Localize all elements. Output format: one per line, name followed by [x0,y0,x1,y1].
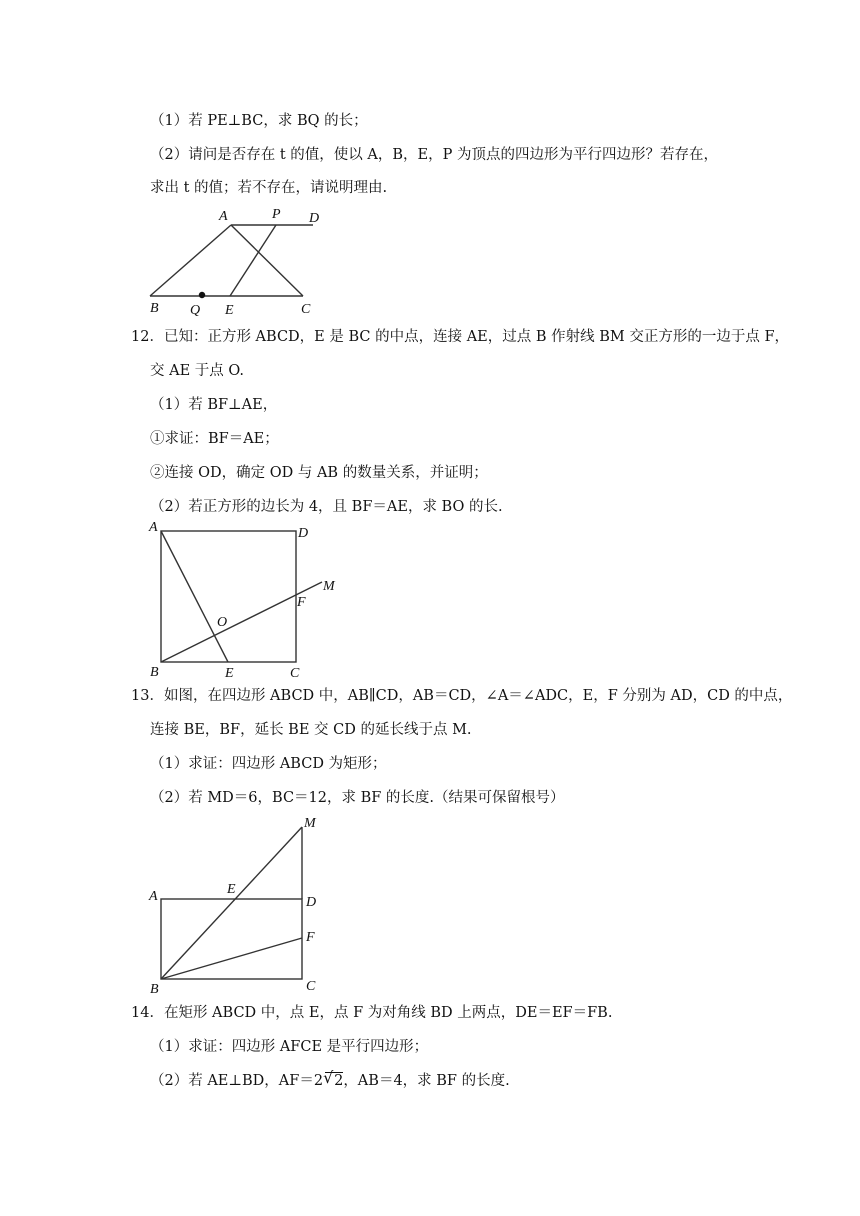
label-F: F [306,930,315,945]
sqrt-radicand: 2 [334,1073,344,1089]
label-E: E [225,666,234,681]
q12-sub2: ②连接 OD，确定 OD 与 AB 的数量关系，并证明； [150,465,488,481]
label-C: C [290,666,300,681]
label-F: F [297,595,306,610]
q11-figure [140,200,340,320]
q12-part1: （1）若 BF⊥AE， [150,397,278,413]
q13-stem-line2: 连接 BE，BF，延长 BE 交 CD 的延长线于点 M. [150,722,472,738]
q13-part2: （2）若 MD＝6，BC＝12，求 BF 的长度.（结果可保留根号） [150,790,565,806]
q13-part1: （1）求证：四边形 ABCD 为矩形； [150,756,387,772]
q14-part2-prefix: （2）若 AE⊥BD，AF＝2 [150,1073,324,1089]
sqrt-radical [325,1072,343,1089]
label-E: E [225,303,234,318]
label-C: C [306,979,316,994]
q12-sub1: ①求证：BF＝AE； [150,431,279,447]
label-B: B [150,982,159,997]
label-A: A [149,889,158,904]
q11-part1: （1）若 PE⊥BC，求 BQ 的长； [150,113,368,129]
label-M: M [304,816,316,831]
q13-figure [140,808,340,998]
label-D: D [306,895,317,910]
q12-part2: （2）若正方形的边长为 4，且 BF＝AE，求 BO 的长. [150,499,503,515]
label-O: O [217,615,228,630]
label-A: A [149,520,158,535]
label-D: D [298,526,309,541]
q14-part2 [150,1071,510,1091]
q11-part2-line1: （2）请问是否存在 t 的值，使以 A，B，E，P 为顶点的四边形为平行四边形？若存在， [150,147,718,163]
q11-part2-line2: 求出 t 的值；若不存在，请说明理由. [150,180,388,196]
label-Q: Q [190,303,201,318]
q14-stem: 14．在矩形 ABCD 中，点 E，点 F 为对角线 BD 上两点，DE＝EF＝FB. [131,1005,613,1021]
label-A: A [219,209,228,224]
q12-stem-line1: 12．已知：正方形 ABCD，E 是 BC 的中点，连接 AE，过点 B 作射线 BM 交正方形的一边于点 F， [131,329,790,345]
label-E: E [227,882,236,897]
q12-figure [140,515,360,685]
label-B: B [150,301,159,316]
q14-part1: （1）求证：四边形 AFCE 是平行四边形； [150,1039,429,1055]
label-C: C [301,302,311,317]
label-P: P [272,207,281,222]
label-M: M [323,579,335,594]
q13-stem-line1: 13．如图，在四边形 ABCD 中，AB∥CD，AB＝CD，∠A＝∠ADC，E，F 分别为 AD，CD 的中点， [131,688,793,704]
q14-part2-suffix: ，AB＝4，求 BF 的长度. [343,1073,510,1089]
label-B: B [150,665,159,680]
label-D: D [309,211,320,226]
point-q-dot [199,292,205,298]
q12-stem-line2: 交 AE 于点 O. [150,363,245,379]
